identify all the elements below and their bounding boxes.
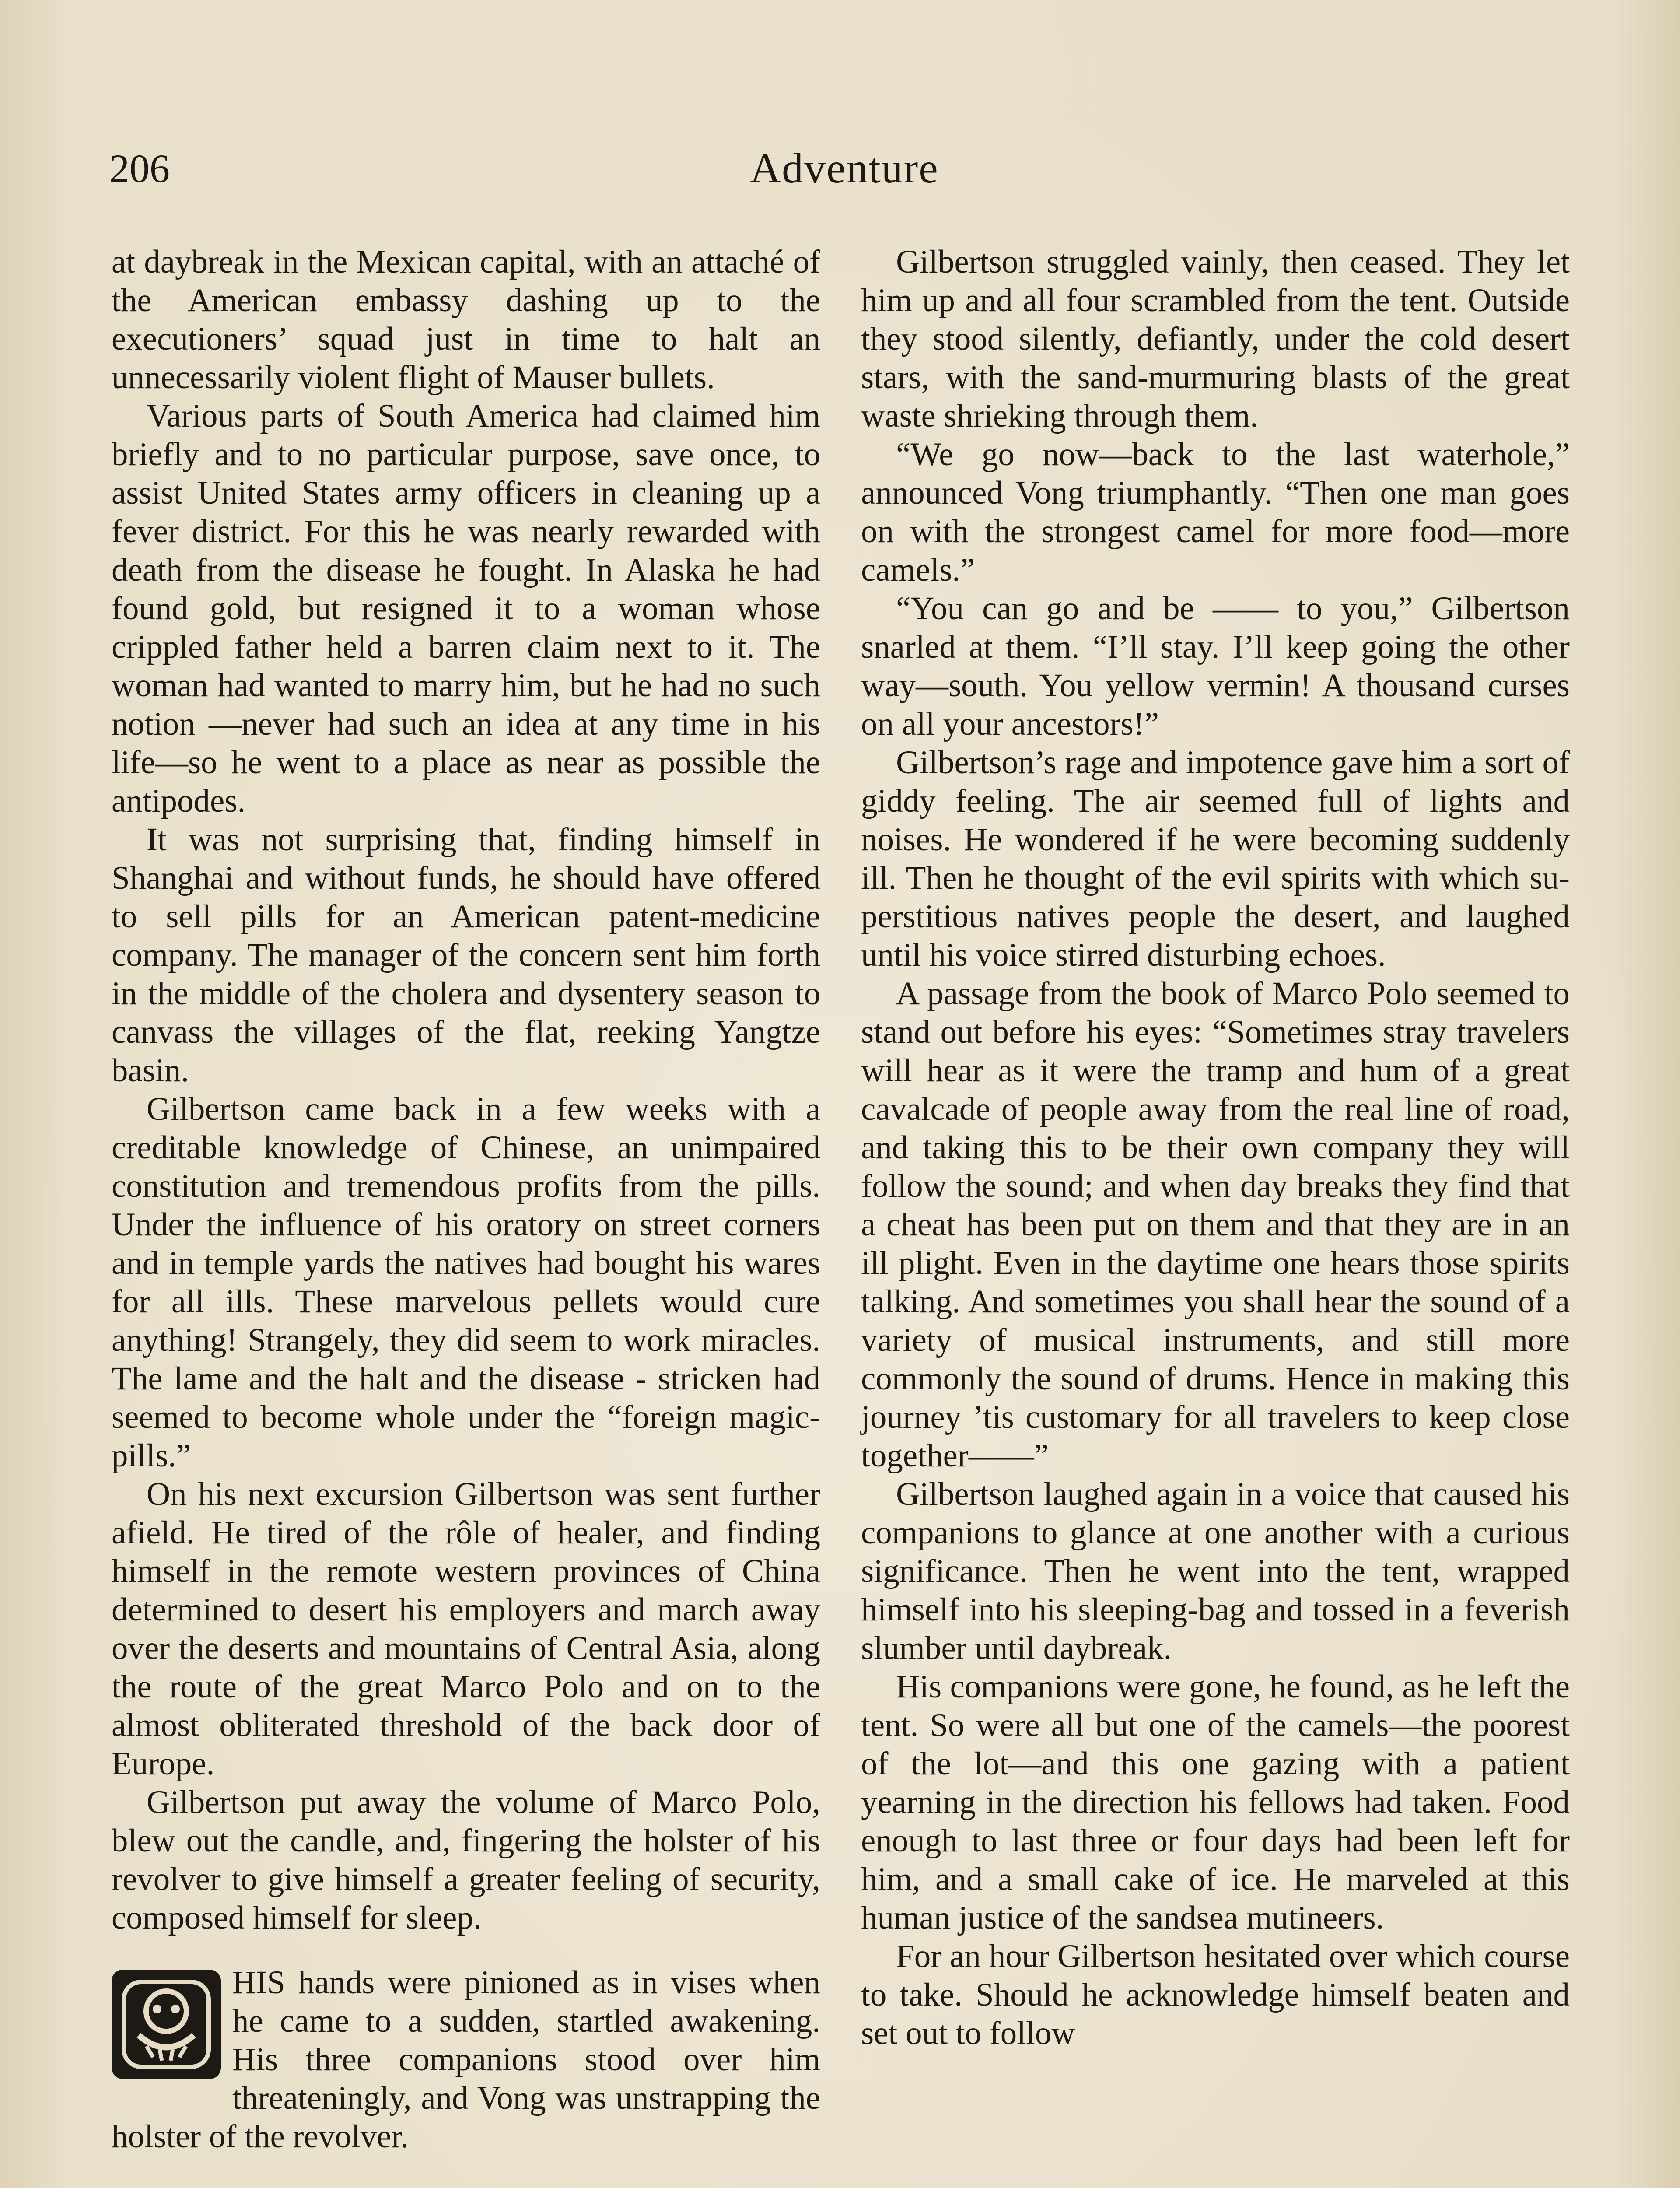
paragraph: Gilbertson struggled vainly, then ceased. They let him up and all four scrambled from the tent. Outside they stood silently, defiantly, under the cold desert stars, with the sand-murmuring blasts of the great waste shrieking through them. — [861, 244, 1570, 434]
section-opening — [112, 1964, 820, 2156]
ornamental-initial-icon — [112, 1970, 221, 2079]
paragraph: at daybreak in the Mexican capital, with an attaché of the American embassy dashing up to the executioners’ squad just in time to halt an unnecessarily violent flight of Mauser bullets. — [112, 244, 820, 396]
paragraph: Gilbertson put away the volume of Marco Polo, blew out the candle, and, fingering the holster of his revolver to give himself a greater feeling of security, composed himself for sleep. — [112, 1784, 820, 1936]
magazine-title: Adventure — [750, 145, 939, 192]
paragraph: Gilbertson laughed again in a voice that caused his companions to glance at one another with a curious significance. Then he went into the tent, wrapped himself into his sleeping-bag and tossed in a feverish slumber until daybreak. — [861, 1476, 1570, 1666]
running-head — [109, 144, 1579, 193]
paragraph: Gilbertson came back in a few weeks with a creditable knowledge of Chinese, an unimpaired constitution and tremendous profits from the pills. Under the influence of his oratory on street corners and in temple yards the natives had bought his wares for all ills. These marvelous pellets would cure anything! Strangely, they did seem to work miracles. The lame and the halt and the disease - stricken had seemed to become whole under the “foreign magic-pills.” — [112, 1091, 820, 1474]
paragraph: On his next excursion Gilbertson was sent further afield. He tired of the rôle of healer, and finding himself in the remote western provinces of China determined to desert his employers and march away over the deserts and mountains of Central Asia, along the route of the great Marco Polo and on to the almost obliterated threshold of the back door of Europe. — [112, 1476, 820, 1782]
section-break — [112, 1937, 820, 1964]
paragraph: Gilbertson’s rage and impotence gave him a sort of giddy feeling. The air seemed full of lights and noises. He wondered if he were becoming suddenly ill. Then he thought of the evil spirits with which superstitious natives people the desert, and laughed until his voice stirred disturbing echoes. — [861, 744, 1570, 973]
paragraph: Various parts of South America had claimed him briefly and to no particular purpose, save once, to assist United States army officers in cleaning up a fever district. For this he was nearly rewarded with death from the disease he fought. In Alaska he had found gold, but resigned it to a woman whose crippled father held a barren claim next to it. The woman had wanted to marry him, but he had no such notion —never had such an idea at any time in his life—so he went to a place as near as possible the antipodes. — [112, 398, 820, 819]
paragraph: His companions were gone, he found, as he left the tent. So were all but one of the camels—the poorest of the lot—and this one gazing with a patient yearning in the direction his fellows had taken. Food enough to last three or four days had been left for him, and a small cake of ice. He marveled at this human justice of the sandsea mutineers. — [861, 1669, 1570, 1936]
right-column — [861, 243, 1570, 2053]
paragraph: A passage from the book of Marco Polo seemed to stand out before his eyes: “Sometimes stray travelers will hear as it were the tramp and hum of a great cavalcade of people away from the real line of road, and taking this to be their own company they will follow the sound; and when day breaks they find that a cheat has been put on them and that they are in an ill plight. Even in the daytime one hears those spirits talking. And sometimes you shall hear the sound of a variety of musical instruments, and still more commonly the sound of drums. Hence in making this journey ’tis customary for all travelers to keep close together——” — [861, 975, 1570, 1474]
paragraph: For an hour Gilbertson hesitated over which course to take. Should he acknowledge himself beaten and set out to follow — [861, 1938, 1570, 2051]
section-opening-text: HIS hands were pinioned as in vises when he came to a sudden, startled awakening. His three companions stood over him threateningly, and Vong was unstrapping the holster of the revolver. — [112, 1964, 820, 2155]
left-column — [112, 243, 820, 2156]
paragraph: “We go now—back to the last waterhole,” announced Vong triumphantly. “Then one man goes on with the strongest camel for more food—more camels.” — [861, 436, 1570, 588]
paragraph: It was not surprising that, finding himself in Shanghai and without funds, he should have offered to sell pills for an American patent-medicine company. The manager of the concern sent him forth in the middle of the cholera and dysentery season to canvass the villages of the flat, reeking Yangtze basin. — [112, 821, 820, 1089]
paragraph: “You can go and be —— to you,” Gilbertson snarled at them. “I’ll stay. I’ll keep going the other way—south. You yellow vermin! A thousand curses on all your ancestors!” — [861, 590, 1570, 742]
page-number: 206 — [109, 146, 170, 191]
